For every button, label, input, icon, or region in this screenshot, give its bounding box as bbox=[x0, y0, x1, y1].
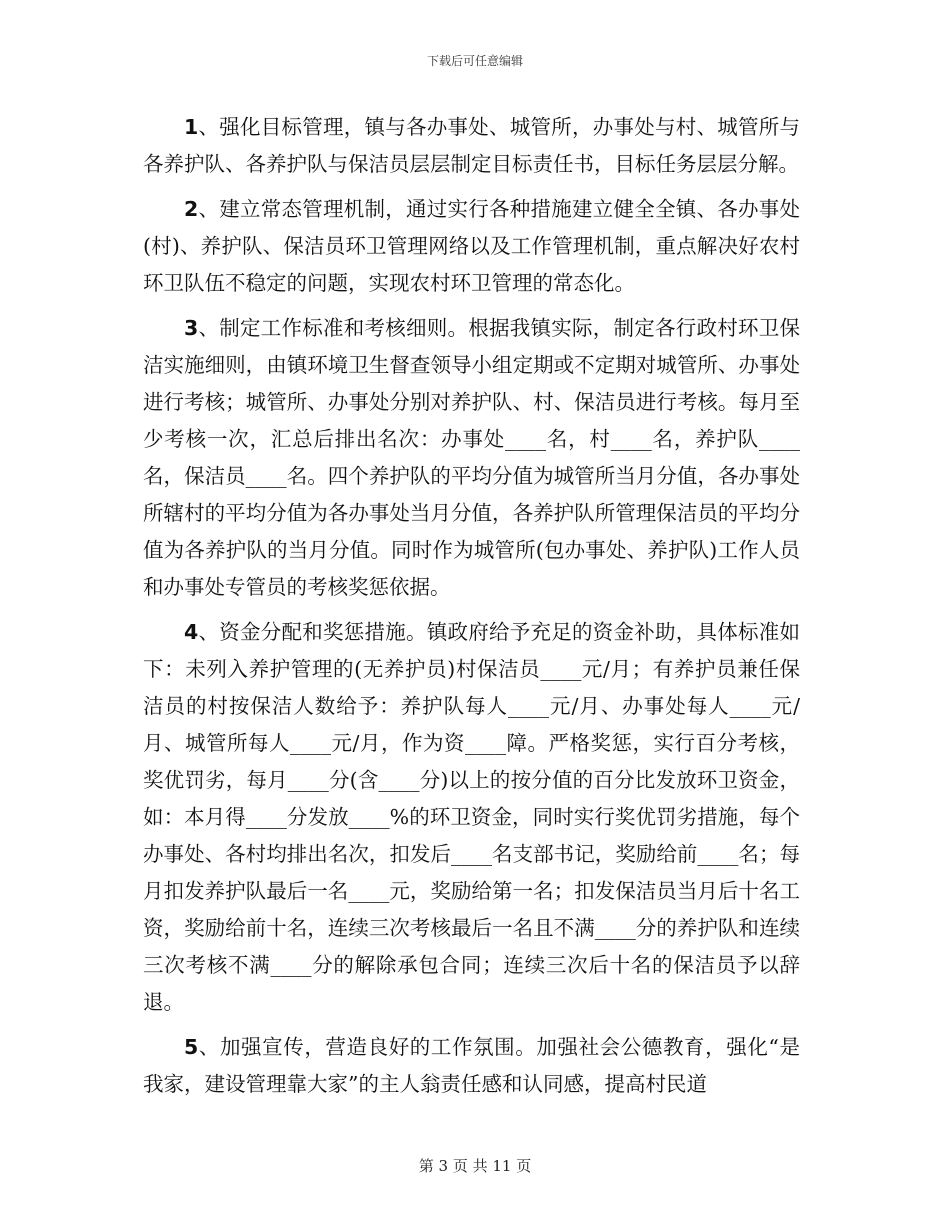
paragraph-text: 、加强宣传，营造良好的工作氛围。加强社会公德教育，强化“是我家，建设管理靠大家”的主人翁责任感和认同感，提高村民道 bbox=[143, 1035, 800, 1096]
page-footer: 第 3 页 共 11 页 bbox=[418, 1157, 532, 1175]
paragraph-number: 1 bbox=[184, 115, 199, 139]
paragraph-text: 、资金分配和奖惩措施。镇政府给予充足的资金补助，具体标准如下：未列入养护管理的(无养护员)村保洁员____元/月；有养护员兼任保洁员的村按保洁人数给予：养护队每人____元/月、办事处每人____元/月、城管所每人____元/月，作为资____障。严格奖惩，实行百分考核，奖优罚劣，每月____分(含____分)以上的按分值的百分比发放环卫资金，如：本月得____分发放____%的环卫资金，同时实行奖优罚劣措施，每个办事处、各村均排出名次，扣发后____名支部书记，奖励给前____名；每月扣发养护队最后一名____元，奖励给第一名；扣发保洁员当月后十名工资，奖励给前十名，连续三次考核最后一名且不满____分的养护队和连续三次考核不满____分的解除承包合同；连续三次后十名的保洁员予以辞退。 bbox=[143, 620, 800, 1014]
paragraph-1 bbox=[143, 109, 800, 183]
document-body bbox=[143, 109, 800, 1103]
paragraph-number: 5 bbox=[184, 1035, 199, 1059]
paragraph-text: 、建立常态管理机制，通过实行各种措施建立健全全镇、各办事处(村)、养护队、保洁员环卫管理网络以及工作管理机制，重点解决好农村环卫队伍不稳定的问题，实现农村环卫管理的常态化。 bbox=[143, 197, 800, 295]
paragraph-4 bbox=[143, 614, 800, 1021]
paragraph-number: 4 bbox=[184, 620, 199, 644]
paragraph-number: 2 bbox=[184, 197, 199, 221]
page-header: 下载后可任意编辑 bbox=[426, 54, 523, 68]
paragraph-text: 、制定工作标准和考核细则。根据我镇实际，制定各行政村环卫保洁实施细则，由镇环境卫生督查领导小组定期或不定期对城管所、办事处进行考核；城管所、办事处分别对养护队、村、保洁员进行考核。每月至少考核一次，汇总后排出名次：办事处____名，村____名，养护队____名，保洁员____名。四个养护队的平均分值为城管所当月分值，各办事处所辖村的平均分值为各办事处当月分值，各养护队所管理保洁员的平均分值为各养护队的当月分值。同时作为城管所(包办事处、养护队)工作人员和办事处专管员的考核奖惩依据。 bbox=[143, 316, 800, 599]
paragraph-3 bbox=[143, 310, 800, 606]
paragraph-text: 、强化目标管理，镇与各办事处、城管所，办事处与村、城管所与各养护队、各养护队与保洁员层层制定目标责任书，目标任务层层分解。 bbox=[143, 115, 800, 176]
paragraph-2 bbox=[143, 191, 800, 302]
paragraph-5 bbox=[143, 1029, 800, 1103]
paragraph-number: 3 bbox=[184, 316, 199, 340]
